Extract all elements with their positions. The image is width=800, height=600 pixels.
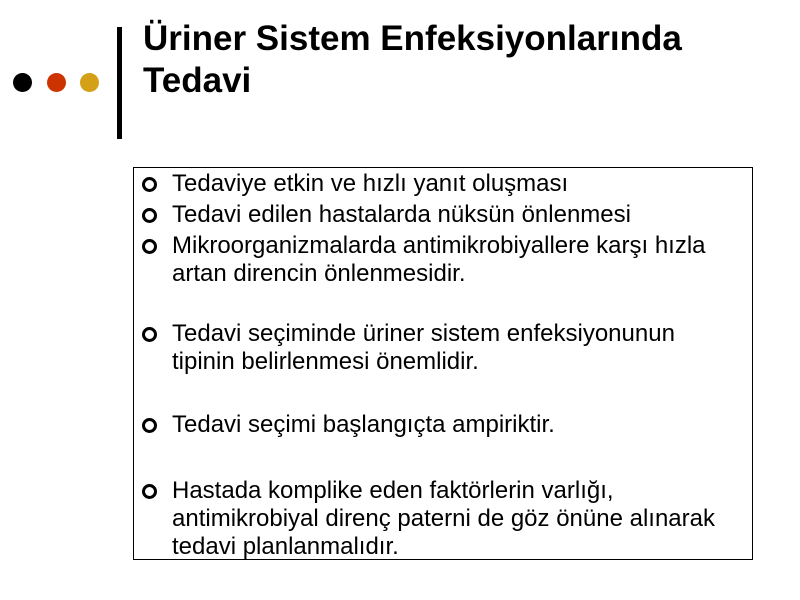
bullet-text: Hastada komplike eden faktörlerin varlığı, antimikrobiyal direnç paterni de göz önüne alınarak tedavi planlanmalıdır.: [172, 477, 715, 560]
red-dot-icon: [47, 73, 66, 92]
hollow-circle-bullet-icon: [142, 208, 157, 223]
hollow-circle-bullet-icon: [142, 327, 157, 342]
bullet-text: Tedavi edilen hastalarda nüksün önlenmesi: [172, 201, 631, 228]
bullet-text: Tedaviye etkin ve hızlı yanıt oluşması: [172, 170, 569, 197]
bullet-text: Mikroorganizmalarda antimikrobiyallere karşı hızla artan direncin önlenmesidir.: [172, 232, 706, 287]
hollow-circle-bullet-icon: [142, 177, 157, 192]
hollow-circle-bullet-icon: [142, 484, 157, 499]
black-dot-icon: [13, 73, 32, 92]
bullet-text: Tedavi seçiminde üriner sistem enfeksiyonunun tipinin belirlenmesi önemlidir.: [172, 320, 675, 375]
title-divider-bar: [117, 27, 122, 139]
hollow-circle-bullet-icon: [142, 239, 157, 254]
gold-dot-icon: [80, 73, 99, 92]
slide-title: Üriner Sistem Enfeksiyonlarında Tedavi: [143, 19, 682, 100]
content-box: [133, 167, 753, 560]
bullet-text: Tedavi seçimi başlangıçta ampiriktir.: [172, 411, 555, 438]
hollow-circle-bullet-icon: [142, 418, 157, 433]
